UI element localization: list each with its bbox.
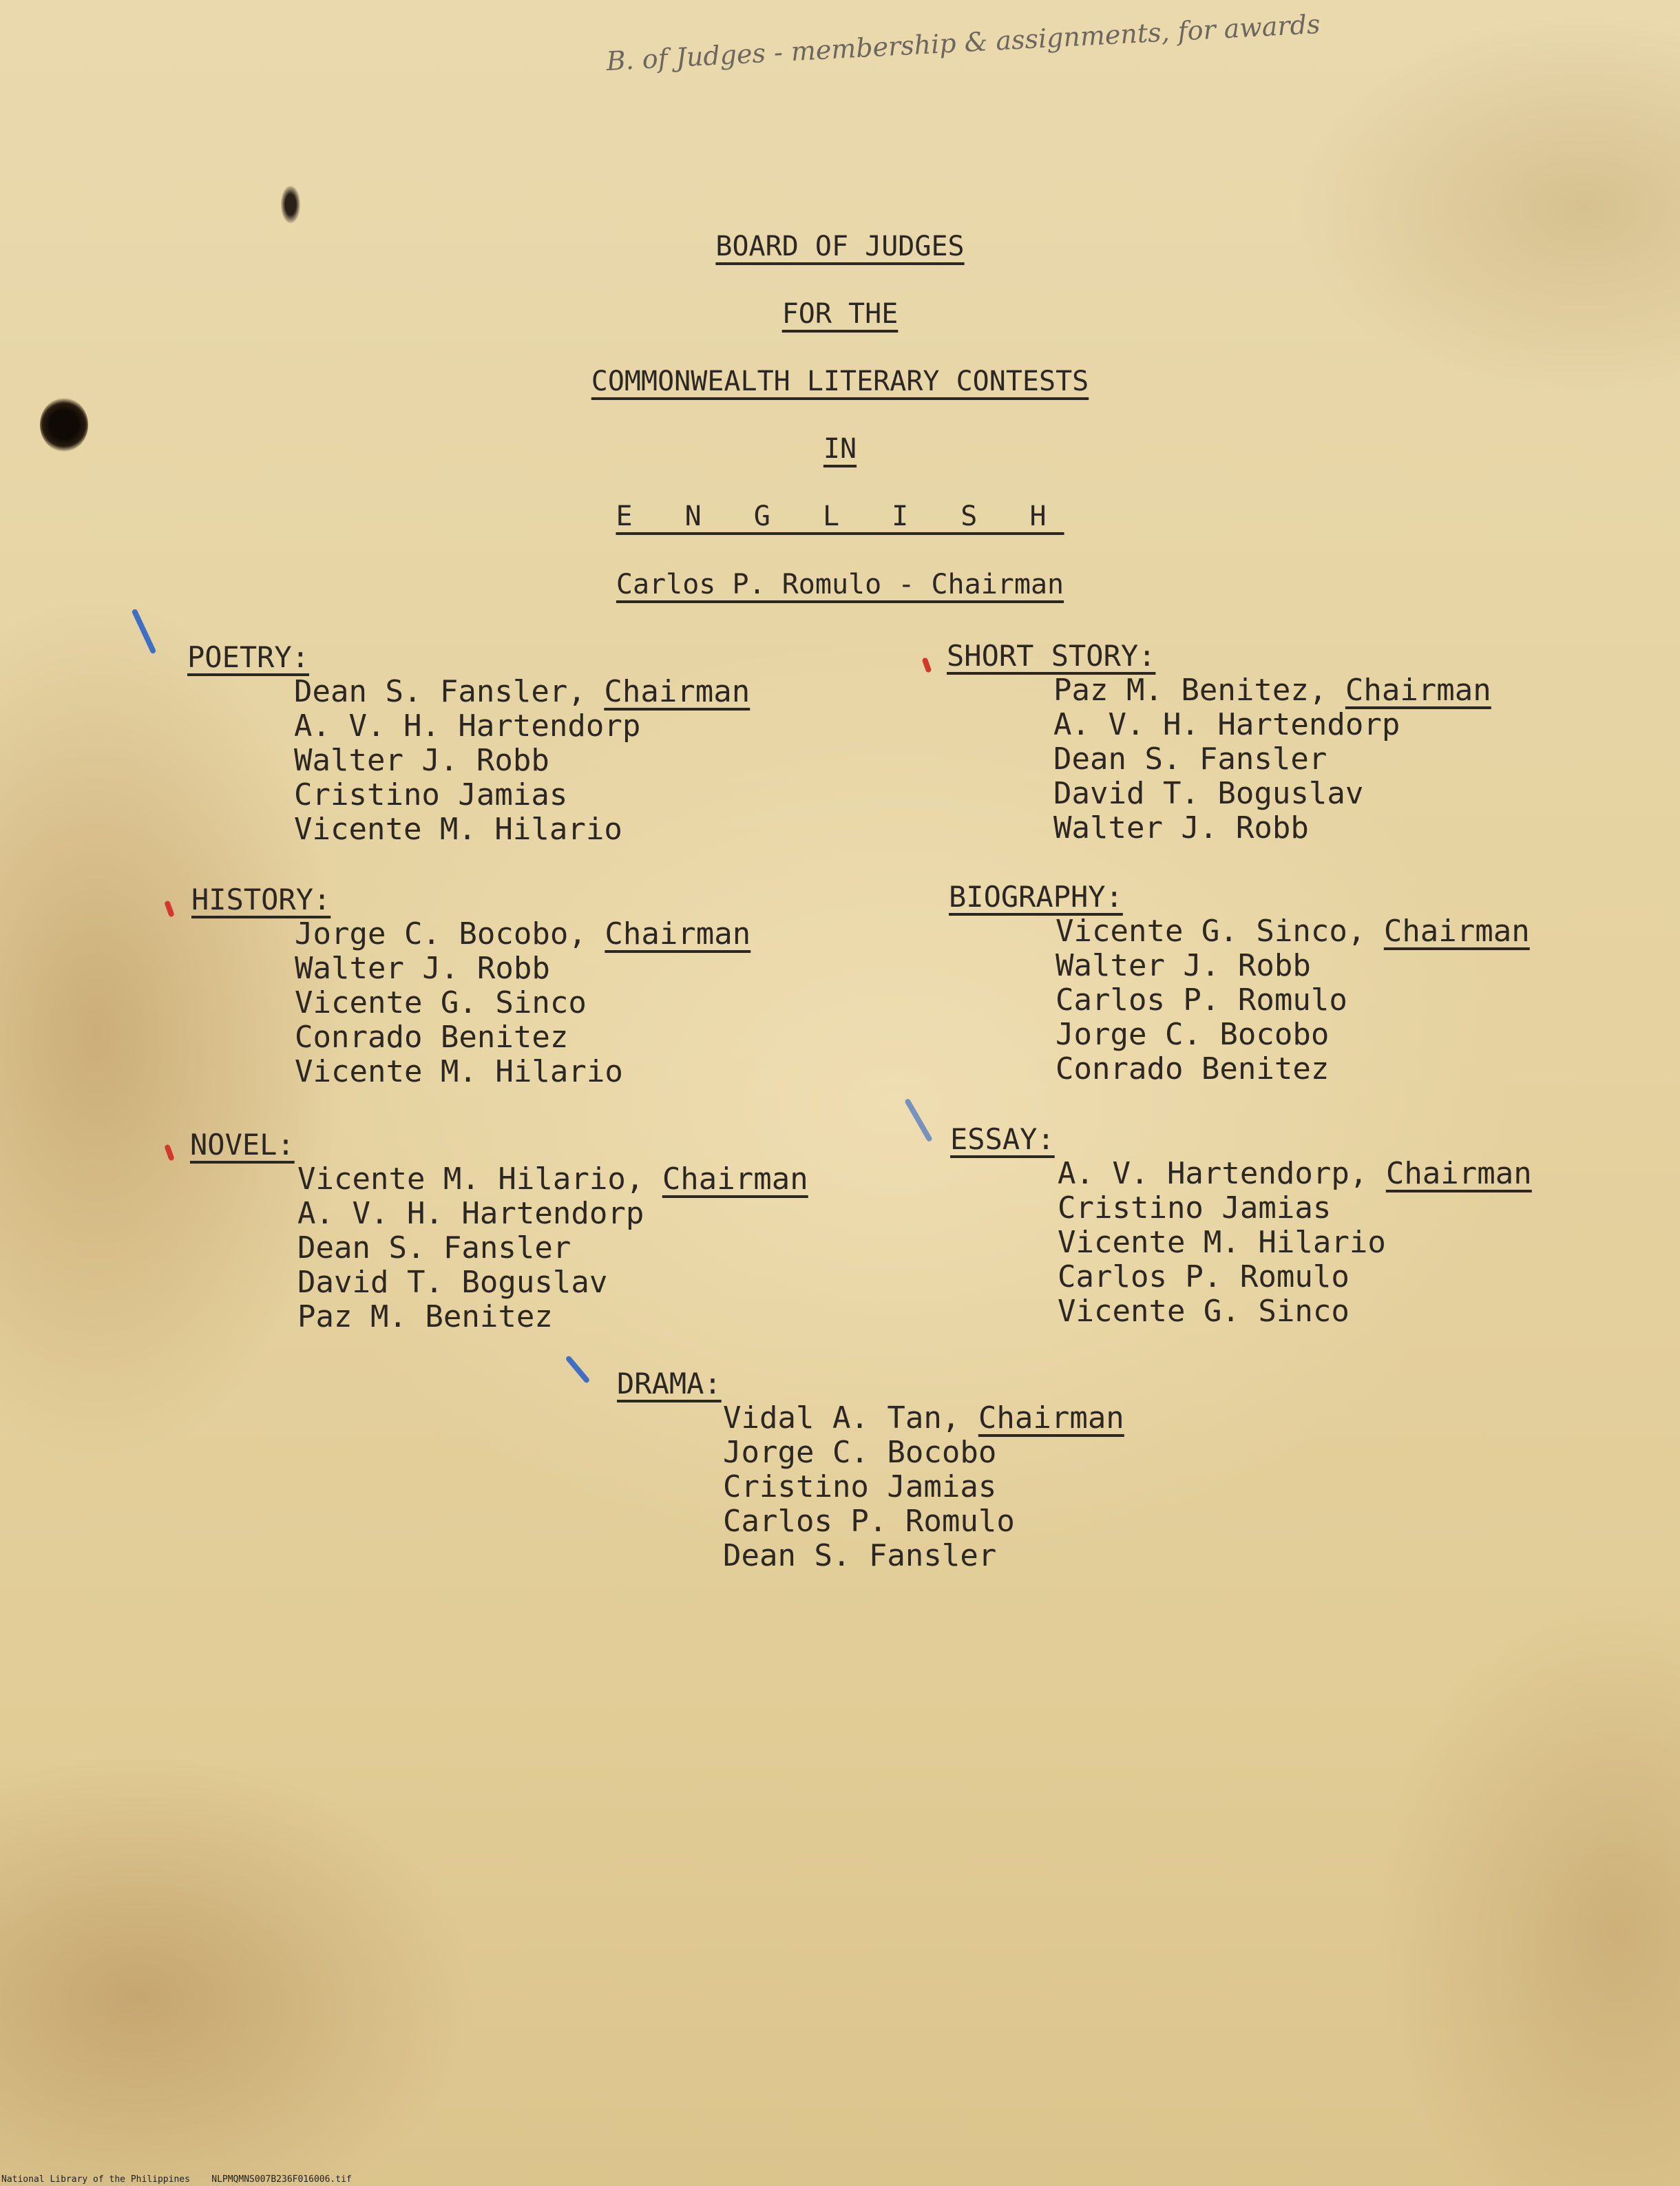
- member-chairman: Vicente G. Sinco, Chairman: [1056, 914, 1530, 949]
- member: Carlos P. Romulo: [723, 1504, 1015, 1539]
- handwritten-annotation: B. of Judges - membership & assignments, for awards: [605, 8, 1321, 77]
- member: Vicente M. Hilario: [1058, 1225, 1386, 1260]
- section-title-essay: ESSAY:: [950, 1122, 1055, 1156]
- members-list-novel: [297, 1162, 808, 1334]
- heading-commonwealth-contests: COMMONWEALTH LITERARY CONTESTS: [591, 366, 1089, 397]
- member: David T. Boguslav: [297, 1265, 608, 1300]
- blue-pencil-tick: [565, 1355, 591, 1384]
- member: Cristino Jamias: [723, 1469, 997, 1504]
- heading-chairman-line: Carlos P. Romulo - Chairman: [616, 569, 1064, 600]
- member: Vicente G. Sinco: [1058, 1294, 1350, 1329]
- member-chairman: Vicente M. Hilario, Chairman: [297, 1162, 808, 1197]
- member: David T. Boguslav: [1053, 776, 1364, 811]
- section-title-short-story: SHORT STORY:: [947, 639, 1156, 673]
- member: Cristino Jamias: [294, 777, 568, 812]
- heading-for-the: FOR THE: [781, 298, 899, 330]
- member: Cristino Jamias: [1058, 1190, 1332, 1226]
- member: Vicente G. Sinco: [295, 985, 587, 1020]
- heading-board-of-judges: BOARD OF JUDGES: [715, 231, 965, 262]
- member: Walter J. Robb: [294, 743, 549, 778]
- section-poetry: [187, 640, 750, 847]
- member: A. V. H. Hartendorp: [297, 1196, 644, 1231]
- blue-pencil-tick: [904, 1098, 933, 1143]
- member-chairman: A. V. Hartendorp, Chairman: [1058, 1156, 1532, 1191]
- member: Conrado Benitez: [1056, 1051, 1330, 1086]
- member-chairman: Jorge C. Bocobo, Chairman: [295, 916, 751, 952]
- members-list-short-story: [1053, 673, 1491, 845]
- section-history: [191, 883, 750, 1089]
- member: Carlos P. Romulo: [1058, 1259, 1350, 1294]
- heading-english: E N G L I S H: [616, 501, 1064, 532]
- member-chairman: Paz M. Benitez, Chairman: [1053, 673, 1491, 708]
- archive-footer: National Library of the Philippines NLPMQMNS007B236F016006.tif: [1, 2174, 352, 2185]
- members-list-essay: [1058, 1157, 1532, 1329]
- ink-smudge: [281, 186, 300, 223]
- member-chairman: Vidal A. Tan, Chairman: [723, 1400, 1124, 1436]
- section-title-novel: NOVEL:: [190, 1128, 295, 1162]
- members-list-poetry: [294, 675, 750, 847]
- member: Jorge C. Bocobo: [723, 1435, 997, 1470]
- section-title-biography: BIOGRAPHY:: [949, 880, 1123, 914]
- member: A. V. H. Hartendorp: [294, 708, 641, 744]
- section-short-story: [947, 639, 1491, 845]
- member: Conrado Benitez: [295, 1020, 569, 1055]
- red-pencil-tick: [164, 900, 175, 917]
- member: A. V. H. Hartendorp: [1053, 707, 1400, 742]
- member: Dean S. Fansler: [297, 1230, 571, 1265]
- section-novel: [190, 1128, 808, 1334]
- section-title-history: HISTORY:: [191, 883, 331, 916]
- member: Dean S. Fansler: [1053, 742, 1327, 777]
- section-title-drama: DRAMA:: [617, 1367, 722, 1400]
- section-essay: [950, 1122, 1532, 1329]
- member-chairman: Dean S. Fansler, Chairman: [294, 674, 750, 709]
- member: Dean S. Fansler: [723, 1538, 997, 1573]
- red-pencil-tick: [921, 657, 932, 673]
- red-pencil-tick: [164, 1144, 175, 1161]
- heading-in: IN: [823, 433, 857, 465]
- member: Jorge C. Bocobo: [1056, 1017, 1330, 1052]
- member: Paz M. Benitez: [297, 1299, 553, 1334]
- members-list-drama: [723, 1401, 1124, 1573]
- section-drama: [617, 1367, 1124, 1573]
- blue-pencil-tick: [132, 609, 157, 655]
- member: Walter J. Robb: [1056, 948, 1311, 983]
- section-biography: [949, 880, 1530, 1086]
- member: Vicente M. Hilario: [295, 1054, 623, 1089]
- member: Walter J. Robb: [1053, 810, 1309, 845]
- member: Carlos P. Romulo: [1056, 982, 1347, 1018]
- members-list-biography: [1056, 914, 1530, 1086]
- member: Walter J. Robb: [295, 951, 550, 986]
- member: Vicente M. Hilario: [294, 812, 622, 847]
- members-list-history: [295, 917, 750, 1089]
- section-title-poetry: POETRY:: [187, 640, 310, 674]
